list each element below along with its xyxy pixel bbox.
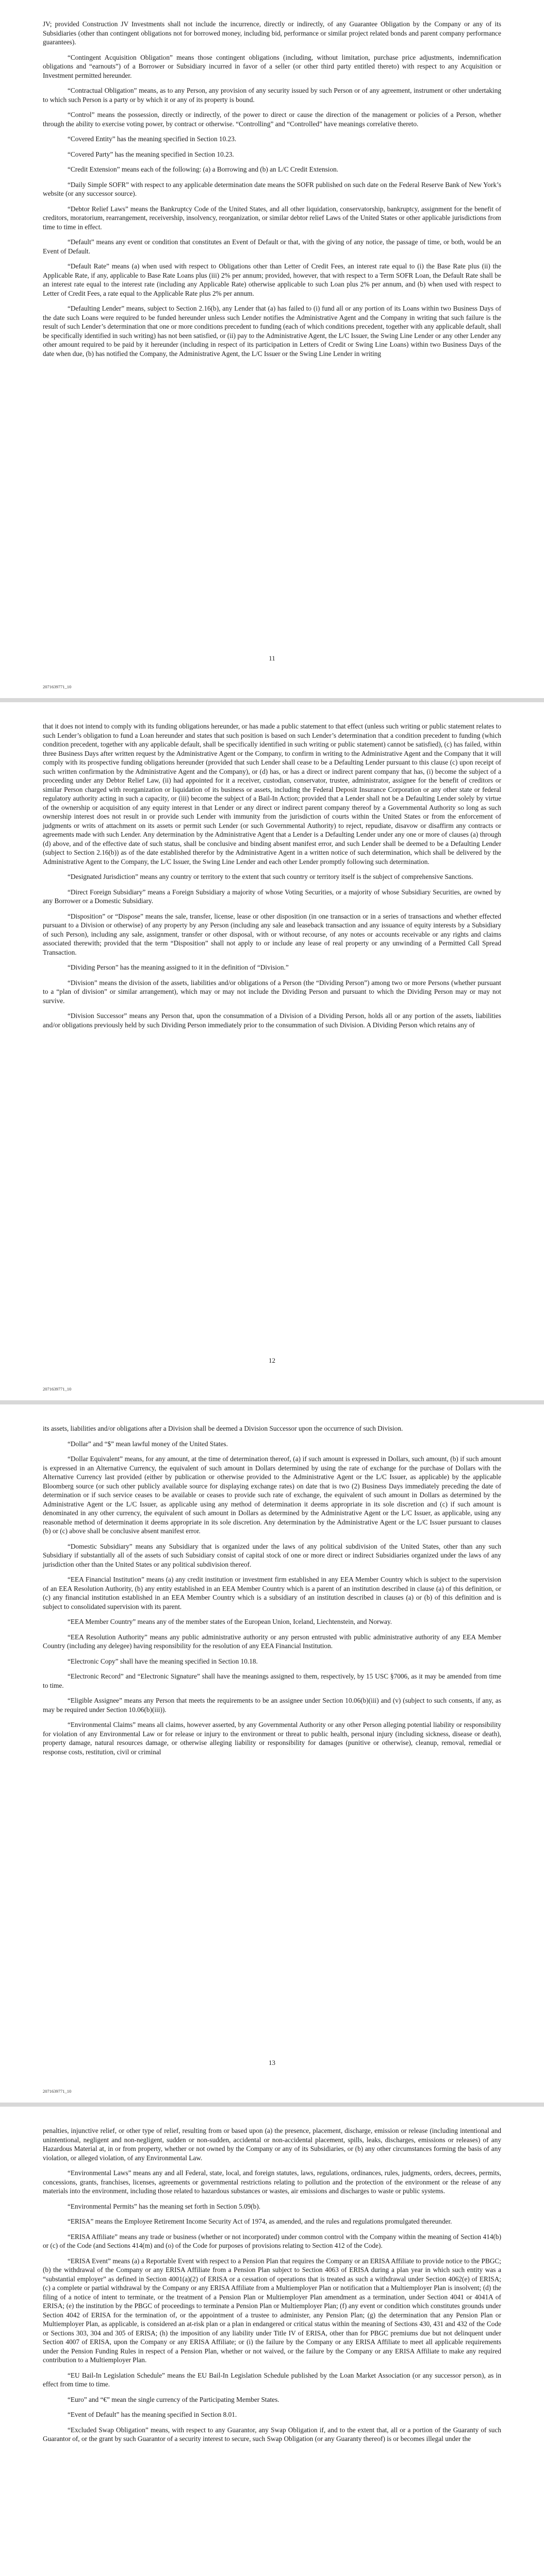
page-body: [43, 2126, 501, 2450]
definition-daily-simple-sofr: “Daily Simple SOFR” with respect to any applicable determination date means the SOFR published on such date on the Federal Reserve Bank of New York’s website (or any successor source).: [43, 180, 501, 197]
page-body: [43, 1424, 501, 1762]
definition-domestic-subsidiary: “Domestic Subsidiary” means any Subsidiary that is organized under the laws of any political subdivision of the United States, other than any such Subsidiary if substantially all of the assets of such Subsidiary consist of capital stock of one or more direct or indirect Subsidiaries organized under the laws of any jurisdiction other than the United States or any political subdivision thereof.: [43, 1542, 501, 1568]
page-body: [43, 722, 501, 1036]
definition-event-of-default: “Event of Default” has the meaning specified in Section 8.01.: [68, 2411, 237, 2418]
page-number: 11: [269, 654, 275, 662]
definition-dollar-equivalent: “Dollar Equivalent” means, for any amount, at the time of determination thereof, (a) if such amount is expressed in Dollars, such amount, (b) if such amount is expressed in an Alternative Currency, the equivalent of such amount in Dollars determined by using the rate of exchange for the purchase of Dollars with the Alternative Currency last provided (either by publication or otherwise provided to the Administrative Agent or the L/C Issuer, as applicable) by the applicable Bloomberg source (or such other publicly available source for displaying exchange rates) on date that is two (2) Business Days immediately preceding the date of determination or if such service ceases to be available or ceases to provide such rate of exchange, the equivalent of such amount in Dollars as determined by the Administrative Agent or the L/C Issuer, as applicable using any method of determination it deems appropriate in its sole discretion and (c) if such amount is denominated in any other currency, the equivalent of such amount in Dollars as determined by the Administrative Agent or the L/C Issuer, as applicable, using any reasonable method of determination it deems appropriate in its sole discretion. Any determination by the Administrative Agent or the L/C Issuer pursuant to clauses (b) or (c) above shall be conclusive absent manifest error.: [43, 1455, 501, 1535]
definition-environmental-claims: “Environmental Claims” means all claims, however asserted, by any Governmental Authority or any other Person alleging potential liability or responsibility for violation of any Environmental Law or for release or injury to the environment or threat to public health, personal injury (including sickness, disease or death), property damage, natural resources damage, or otherwise alleging liability or responsibility for damages (punitive or otherwise), cleanup, removal, remedial or response costs, restitution, civil or criminal: [43, 1721, 501, 1756]
definition-erisa-affiliate: “ERISA Affiliate” means any trade or business (whether or not incorporated) under common control with the Company within the meaning of Section 414(b) or (c) of the Code (and Sections 414(m) and (o) of the Code for purposes of provisions relating to Section 412 of the Code).: [43, 2232, 501, 2249]
definition-covered-party: “Covered Party” has the meaning specified in Section 10.23.: [68, 150, 234, 158]
definition-erisa: “ERISA” means the Employee Retirement Income Security Act of 1974, as amended, and the rules and regulations promulgated thereunder.: [68, 2217, 452, 2225]
definition-division: “Division” means the division of the assets, liabilities and/or obligations of a Person (the “Dividing Person”) among two or more Persons (whether pursuant to a “plan of division” or similar arrangement), which may or may not include the Dividing Person and pursuant to which the Dividing Person may or may not survive.: [43, 978, 501, 1005]
definition-euro: “Euro” and “€” mean the single currency of the Participating Member States.: [68, 2395, 279, 2403]
document-page-14: [0, 2107, 544, 2576]
paragraph-continuation: penalties, injunctive relief, or other type of relief, resulting from or based upon (a) the presence, placement, discharge, emission or release (including intentional and unintentional, negligent and non-negligent, sudden or non-sudden, accidental or non-accidental placement, spills, leaks, discharges, emissions or releases) of any Hazardous Material at, in or from property, whether or not owned by the Company or any of its Subsidiaries, or (b) any other circumstances forming the basis of any violation, or alleged violation, of any Environmental Law.: [43, 2127, 501, 2162]
definition-eligible-assignee: “Eligible Assignee” means any Person that meets the requirements to be an assignee under Section 10.06(b)(iii) and (v) (subject to such consents, if any, as may be required under Section 10.06(b)(iii)).: [43, 1697, 501, 1714]
definition-excluded-swap-obligation: “Excluded Swap Obligation” means, with respect to any Guarantor, any Swap Obligation if, and to the extent that, all or a portion of the Guaranty of such Guarantor of, or the grant by such Guarantor of a security interest to secure, such Swap Obligation (or any Guaranty thereof) is or becomes illegal under the: [43, 2426, 501, 2443]
page-separator: [0, 2103, 544, 2107]
definition-contractual-obligation: “Contractual Obligation” means, as to any Person, any provision of any security issued by such Person or of any agreement, instrument or other undertaking to which such Person is a party or by which it or any of its property is bound.: [43, 87, 501, 104]
document-page-13: [0, 1404, 544, 2103]
definition-erisa-event: “ERISA Event” means (a) a Reportable Event with respect to a Pension Plan that requires the Company or an ERISA Affiliate to provide notice to the PBGC; (b) the withdrawal of the Company or any ERISA Affiliate from a Pension Plan subject to Section 4063 of ERISA during a plan year in which such entity was a “substantial employer” as defined in Section 4001(a)(2) of ERISA or a cessation of operations that is treated as such a withdrawal under Section 4062(e) of ERISA; (c) a complete or partial withdrawal by the Company or any ERISA Affiliate from a Multiemployer Plan or notification that a Multiemployer Plan is insolvent; (d) the filing of a notice of intent to terminate, or the treatment of a Pension Plan or Multiemployer Plan amendment as a termination, under Section 4041 or 4041A of ERISA; (e) the institution by the PBGC of proceedings to terminate a Pension Plan or Multiemployer Plan; (f) any event or condition which constitutes grounds under Section 4042 of ERISA for the termination of, or the appointment of a trustee to administer, any Pension Plan; (g) the determination that any Pension Plan or Multiemployer Plan, as applicable, is considered an at-risk plan or a plan in endangered or critical status within the meaning of Sections 430, 431 and 432 of the Code or Sections 303, 304 and 305 of ERISA; (h) the imposition of any liability under Title IV of ERISA, other than for PBGC premiums due but not delinquent under Section 4007 of ERISA, upon the Company or any ERISA Affiliate; or (i) the failure by the Company or any ERISA Affiliate to meet all applicable requirements under the Pension Funding Rules in respect of a Pension Plan, whether or not waived, or the failure by the Company or any ERISA Affiliate to make any required contribution to a Multiemployer Plan.: [43, 2257, 501, 2364]
document-id: 2071639771_10: [43, 2089, 72, 2094]
paragraph-continuation: its assets, liabilities and/or obligations after a Division shall be deemed a Division Successor upon the occurrence of such Division.: [43, 1425, 403, 1432]
definition-division-successor: “Division Successor” means any Person that, upon the consummation of a Division of a Dividing Person, holds all or any portion of the assets, liabilities and/or obligations previously held by such Dividing Person immediately prior to the consummation of such Division. A Dividing Person which retains any of: [43, 1012, 501, 1029]
definition-eea-resolution-authority: “EEA Resolution Authority” means any public administrative authority or any person entrusted with public administrative authority of any EEA Member Country (including any delegee) having responsibility for the resolution of any EEA Financial Institution.: [43, 1633, 501, 1650]
page-body: [43, 20, 501, 364]
definition-contingent-acquisition-obligation: “Contingent Acquisition Obligation” means those contingent obligations (including, without limitation, purchase price adjustments, indemnification obligations and “earnouts”) of a Borrower or Subsidiary incurred in favor of a seller (or other third party entitled thereto) with respect to any Acquisition or Investment permitted hereunder.: [43, 53, 501, 79]
document-page-12: [0, 702, 544, 1400]
definition-eea-financial-institution: “EEA Financial Institution” means (a) any credit institution or investment firm established in any EEA Member Country which is subject to the supervision of an EEA Resolution Authority, (b) any entity established in an EEA Member Country which is a parent of an institution described in clause (a) of this definition, or (c) any financial institution established in an EEA Member Country which is a subsidiary of an institution described in clauses (a) or (b) of this definition and is subject to consolidated supervision with its parent.: [43, 1575, 501, 1611]
definition-dividing-person: “Dividing Person” has the meaning assigned to it in the definition of “Division.”: [68, 963, 289, 971]
definition-credit-extension: “Credit Extension” means each of the following: (a) a Borrowing and (b) an L/C Credit Extension.: [68, 165, 339, 173]
definition-defaulting-lender: “Defaulting Lender” means, subject to Section 2.16(b), any Lender that (a) has failed to (i) fund all or any portion of its Loans within two Business Days of the date such Loans were required to be funded hereunder unless such Lender notifies the Administrative Agent and the Company in writing that such failure is the result of such Lender’s determination that one or more conditions precedent to funding (each of which conditions precedent, together with any applicable default, shall be specifically identified in such writing) has not been satisfied, or (ii) pay to the Administrative Agent, the L/C Issuer, the Swing Line Lender or any other Lender any other amount required to be paid by it hereunder (including in respect of its participation in Letters of Credit or Swing Line Loans) within two Business Days of the date when due, (b) has notified the Company, the Administrative Agent, the L/C Issuer or the Swing Line Lender in writing: [43, 304, 501, 358]
definition-dollar: “Dollar” and “$” mean lawful money of the United States.: [68, 1439, 228, 1448]
page-number: 12: [269, 1357, 275, 1364]
definition-electronic-record: “Electronic Record” and “Electronic Signature” shall have the meanings assigned to them, respectively, by 15 USC §7006, as it may be amended from time to time.: [43, 1672, 501, 1689]
document-id: 2071639771_10: [43, 684, 72, 689]
definition-environmental-permits: “Environmental Permits” has the meaning set forth in Section 5.09(b).: [68, 2202, 261, 2210]
definition-disposition: “Disposition” or “Dispose” means the sale, transfer, license, lease or other disposition (in one transaction or in a series of transactions and whether effected pursuant to a Division or otherwise) of any property by any Person (including any sale and leaseback transaction and any issuance of equity interests by a Subsidiary of such Person), including any sale, assignment, transfer or other disposal, with or without recourse, of any notes or accounts receivable or any rights and claims associated therewith; provided that the term “Disposition” shall not apply to or include any lease of real property or any unwinding of a Permitted Call Spread Transaction.: [43, 912, 501, 956]
page-separator: [0, 698, 544, 702]
definition-covered-entity: “Covered Entity” has the meaning specified in Section 10.23.: [68, 135, 237, 143]
page-number: 13: [269, 2059, 275, 2066]
definition-default: “Default” means any event or condition that constitutes an Event of Default or that, with the giving of any notice, the passage of time, or both, would be an Event of Default.: [43, 238, 501, 255]
paragraph-continuation: that it does not intend to comply with its funding obligations hereunder, or has made a public statement to that effect (unless such writing or public statement relates to such Lender’s obligation to fund a Loan hereunder and states that such position is based on such Lender’s determination that a condition precedent to funding (which condition precedent, together with any applicable default, shall be specifically identified in such writing or public statement) cannot be satisfied), (c) has failed, within three Business Days after written request by the Administrative Agent or the Company, to confirm in writing to the Administrative Agent and the Company that it will comply with its prospective funding obligations hereunder (provided that such Lender shall cease to be a Defaulting Lender pursuant to this clause (c) upon receipt of such written confirmation by the Administrative Agent and the Company), or (d) has, or has a direct or indirect parent company that has, (i) become the subject of a proceeding under any Debtor Relief Law, (ii) had appointed for it a receiver, custodian, conservator, trustee, administrator, assignee for the benefit of creditors or similar Person charged with reorganization or liquidation of its business or assets, including the Federal Deposit Insurance Corporation or any other state or federal regulatory authority acting in such a capacity, or (iii) become the subject of a Bail-In Action; provided that a Lender shall not be a Defaulting Lender solely by virtue of the ownership or acquisition of any equity interest in that Lender or any direct or indirect parent company thereof by a Governmental Authority so long as such ownership interest does not result in or provide such Lender with immunity from the jurisdiction of courts within the United States or from the enforcement of judgments or writs of attachment on its assets or permit such Lender (or such Governmental Authority) to reject, repudiate, disavow or disaffirm any contracts or agreements made with such Lender. Any determination by the Administrative Agent that a Lender is a Defaulting Lender under any one or more of clauses (a) through (d) above, and of the effective date of such status, shall be conclusive and binding absent manifest error, and such Lender shall be deemed to be a Defaulting Lender (subject to Section 2.16(b)) as of the date established therefor by the Administrative Agent in a written notice of such determination, which shall be delivered by the Administrative Agent to the Company, the L/C Issuer, the Swing Line Lender and each other Lender promptly following such determination.: [43, 722, 501, 866]
document-page-11: [0, 0, 544, 698]
definition-debtor-relief-laws: “Debtor Relief Laws” means the Bankruptcy Code of the United States, and all other liquidation, conservatorship, bankruptcy, assignment for the benefit of creditors, moratorium, rearrangement, receivership, insolvency, reorganization, or similar debtor relief Laws of the United States or other applicable jurisdictions from time to time in effect.: [43, 205, 501, 231]
definition-designated-jurisdiction: “Designated Jurisdiction” means any country or territory to the extent that such country or territory itself is the subject of comprehensive Sanctions.: [68, 873, 473, 880]
definition-eea-member-country: “EEA Member Country” means any of the member states of the European Union, Iceland, Liechtenstein, and Norway.: [68, 1618, 392, 1625]
definition-eu-bail-in-legislation-schedule: “EU Bail-In Legislation Schedule” means the EU Bail-In Legislation Schedule published by the Loan Market Association (or any successor person), as in effect from time to time.: [43, 2371, 501, 2388]
definition-default-rate: “Default Rate” means (a) when used with respect to Obligations other than Letter of Credit Fees, an interest rate equal to (i) the Base Rate plus (ii) the Applicable Rate, if any, applicable to Base Rate Loans plus (iii) 2% per annum; provided, however, that with respect to a Term SOFR Loan, the Default Rate shall be an interest rate equal to the interest rate (including any Applicable Rate) otherwise applicable to such Loan plus 2% per annum, and (b) when used with respect to Letter of Credit Fees, a rate equal to the Applicable Rate plus 2% per annum.: [43, 262, 501, 297]
definition-electronic-copy: “Electronic Copy” shall have the meaning specified in Section 10.18.: [68, 1657, 258, 1665]
document-id: 2071639771_10: [43, 1386, 72, 1392]
definition-environmental-laws: “Environmental Laws” means any and all Federal, state, local, and foreign statutes, laws, regulations, ordinances, rules, judgments, orders, decrees, permits, concessions, grants, franchises, licenses, agreements or governmental restrictions relating to pollution and the protection of the environment or the release of any materials into the environment, including those related to hazardous substances or wastes, air emissions and discharges to waste or public systems.: [43, 2169, 501, 2195]
paragraph-continuation: JV; provided Construction JV Investments shall not include the incurrence, directly or indirectly, of any Guarantee Obligation by the Company or any of its Subsidiaries (other than contingent obligations not for borrowed money, including bid, performance or similar project related bonds and parent company performance guarantees).: [43, 20, 501, 46]
definition-control: “Control” means the possession, directly or indirectly, of the power to direct or cause the direction of the management or policies of a Person, whether through the ability to exercise voting power, by contract or otherwise. “Controlling” and “Controlled” have meanings correlative thereto.: [43, 111, 501, 128]
page-separator: [0, 1400, 544, 1404]
definition-direct-foreign-subsidiary: “Direct Foreign Subsidiary” means a Foreign Subsidiary a majority of whose Voting Securities, or a majority of whose Subsidiary Securities, are owned by any Borrower or a Domestic Subsidiary.: [43, 888, 501, 905]
